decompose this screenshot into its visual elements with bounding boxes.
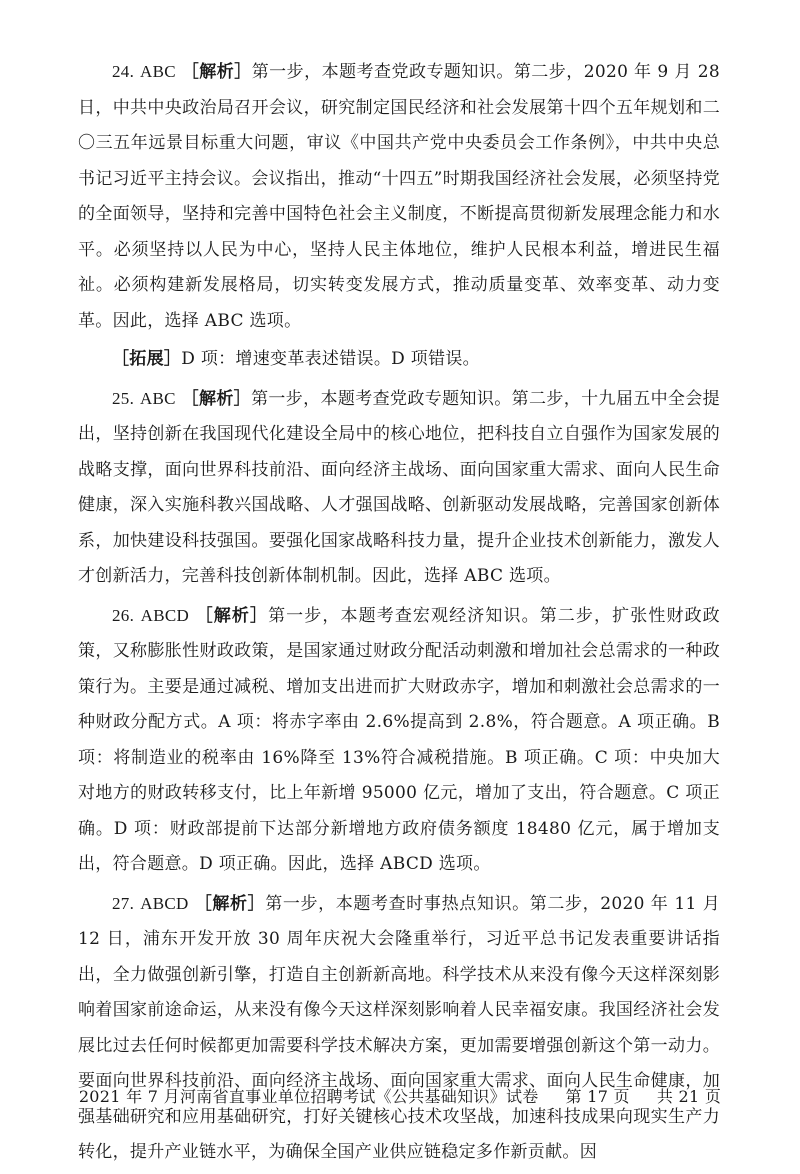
footer-document-title: 2021 年 7 月河南省直事业单位招聘考试《公共基础知识》试卷 [78,1087,539,1106]
answer-key: ABCD [140,893,189,913]
answer-item-26 [78,598,720,883]
analysis-tag: ［解析］ [181,62,252,82]
page-footer [0,1084,800,1107]
extension-tag: ［拓展］ [112,349,182,369]
answer-item-25 [78,381,720,595]
footer-page-number: 第 17 页 [565,1087,630,1106]
question-number: 25. [112,388,135,408]
document-body [78,54,720,1174]
answer-key: ABC [140,62,176,81]
extension-text: D 项：增速变革表述错误。D 项错误。 [181,349,480,369]
footer-total-pages: 共 21 页 [656,1087,722,1106]
question-number: 26. [112,605,135,625]
answer-item-27 [78,886,720,1171]
analysis-tag: ［解析］ [195,605,269,626]
extension-note-24 [78,342,720,378]
analysis-tag: ［解析］ [181,388,252,409]
analysis-tag: ［解析］ [194,893,266,914]
analysis-text: 第一步，本题考查时事热点知识。第二步，2020 年 11 月 12 日，浦东开发开放 30 周年庆祝大会隆重举行，习近平总书记发表重要讲话指出，全力做强创新引擎，打造自主创新新高地。科学技术从来没有像今天这样深刻影响着国家前途命运，从来没有像今天这样深刻影响着人民幸福安康。我国经济社会发展比过去任何时候都更加需要科学技术解决方案，更加需要增强创新这个第一动力。要面向世界科技前沿、面向经济主战场、面向国家重大需求、面向人民生命健康，加强基础研究和应用基础研究，打好关键核心技术攻坚战，加速科技成果向现实生产力转化，提升产业链水平，为确保全国产业供应链稳定多作新贡献。因 [78,893,720,1162]
analysis-text: 第一步，本题考查党政专题知识。第二步，十九届五中全会提出，坚持创新在我国现代化建设全局中的核心地位，把科技自立自强作为国家发展的战略支撑，面向世界科技前沿、面向经济主战场、面向国家重大需求、面向人民生命健康，深入实施科教兴国战略、人才强国战略、创新驱动发展战略，完善国家创新体系，加快建设科技强国。要强化国家战略科技力量，提升企业技术创新能力，激发人才创新活力，完善科技创新体制机制。因此，选择 ABC 选项。 [78,388,720,586]
answer-key: ABC [139,388,176,408]
answer-item-24 [78,54,720,339]
question-number: 24. [112,62,135,81]
analysis-text: 第一步，本题考查宏观经济知识。第二步，扩张性财政政策，又称膨胀性财政政策，是国家通过财政分配活动刺激和增加社会总需求的一种政策行为。主要是通过减税、增加支出进而扩大财政赤字，增加和刺激社会总需求的一种财政分配方式。A 项：将赤字率由 2.6%提高到 2.8%，符合题意。A 项正确。B 项：将制造业的税率由 16%降至 13%符合减税措施。B 项正确。C 项：中央加大对地方的财政转移支付，比上年新增 95000 亿元，增加了支出，符合题意。C 项正确。D 项：财政部提前下达部分新增地方政府债务额度 18480 亿元，属于增加支出，符合题意。D 项正确。因此，选择 ABCD 选项。 [78,605,720,874]
analysis-text: 第一步，本题考查党政专题知识。第二步，2020 年 9 月 28 日，中共中央政治局召开会议，研究制定国民经济和社会发展第十四个五年规划和二〇三五年远景目标重大问题，审议《中国共产党中央委员会工作条例》，中共中央总书记习近平主持会议。会议指出，推动“十四五”时期我国经济社会发展，必须坚持党的全面领导，坚持和完善中国特色社会主义制度，不断提高贯彻新发展理念能力和水平。必须坚持以人民为中心，坚持人民主体地位，维护人民根本利益，增进民生福祉。必须构建新发展格局，切实转变发展方式，推动质量变革、效率变革、动力变革。因此，选择 ABC 选项。 [78,62,720,331]
question-number: 27. [112,893,135,913]
answer-key: ABCD [140,605,190,625]
